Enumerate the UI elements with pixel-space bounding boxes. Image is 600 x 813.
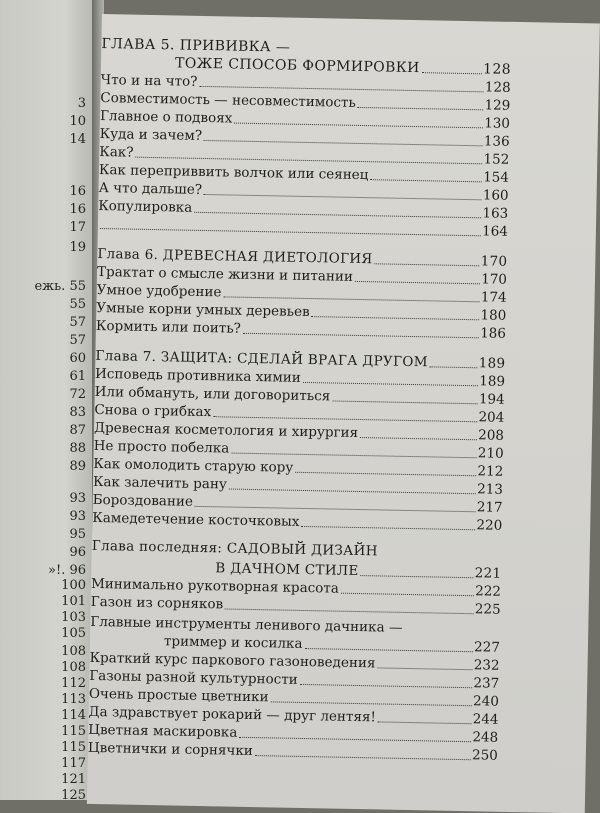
toc-entry: Газон из сорняков 225	[90, 593, 501, 618]
toc-entry: Умное удобрение 174	[96, 281, 507, 306]
toc-entry: Главное о подвоях 130	[99, 107, 511, 132]
chapter-7-title: Глава 7. ЗАЩИТА: СДЕЛАЙ ВРАГА ДРУГОМ 189	[95, 347, 506, 372]
toc-entry: Камедетечение косточковых 220	[92, 509, 503, 534]
left-page-entry: 93	[69, 491, 86, 506]
left-page-entry: 61	[69, 369, 86, 384]
toc-entry: Газоны разной культурности 237	[89, 667, 500, 692]
toc-entry: Как переприввить волчок или сеянец 154	[98, 161, 510, 186]
left-page-entry: 83	[69, 405, 86, 420]
toc-entry: Цветнички и сорнячки 250	[87, 739, 498, 764]
left-page-entry: 113	[61, 692, 86, 707]
chapter-5-title-line2: ТОЖЕ СПОСОБ ФОРМИРОВКИ 128	[174, 55, 512, 78]
chapter-6-title: Глава 6. ДРЕВЕСНАЯ ДИЕТОЛОГИЯ 170	[97, 245, 508, 270]
left-page-entry: 121	[61, 772, 86, 787]
toc-entry: Как? 152	[99, 143, 510, 168]
left-page-entry: 14	[69, 132, 86, 147]
toc-entry: Не просто побелка 210	[93, 437, 504, 462]
toc-entry: Трактат о смысле жизни и питании 170	[96, 263, 508, 288]
left-page-entry: 88	[69, 441, 86, 456]
toc-entry: А что дальше? 160	[98, 179, 509, 204]
table-of-contents	[87, 14, 520, 764]
left-page-entry: 93	[69, 509, 86, 524]
left-page-entry: 101	[61, 594, 86, 609]
left-page-entry: 10	[69, 114, 86, 129]
left-page-entry: 115	[61, 724, 86, 739]
left-page-entry: 112	[61, 676, 86, 691]
left-page-entry: 117	[61, 756, 86, 771]
left-page-entry: ежь. 55	[34, 279, 86, 294]
left-page-entry: 16	[69, 184, 86, 199]
toc-entry: Главные инструменты ленивого дачника —	[90, 613, 403, 636]
left-page-entry: 72	[69, 387, 86, 402]
toc-entry: 164	[98, 214, 508, 240]
left-page-entry: 55	[69, 297, 86, 312]
toc-entry: Совместимость — несовместимость 129	[100, 89, 511, 114]
toc-entry: Как залечить рану 213	[92, 473, 504, 498]
toc-entry: Очень простые цветники 240	[88, 685, 500, 710]
left-page-entry: 3	[77, 96, 86, 111]
left-page-entry: 108	[61, 644, 86, 659]
left-page-entry: 96	[69, 545, 86, 560]
left-page-entry: 108	[61, 660, 86, 675]
chapter-last-title-line1: Глава последняя: САДОВЫЙ ДИЗАЙН	[91, 537, 378, 560]
left-page-entry: 17	[69, 220, 86, 235]
toc-entry: Кормить или поить? 186	[95, 317, 507, 342]
toc-entry: Умные корни умных деревьев 180	[96, 299, 507, 324]
left-page-entry: 114	[61, 708, 86, 723]
right-page	[87, 14, 600, 813]
toc-entry: Минимально рукотворная красота 222	[90, 575, 502, 600]
toc-entry: Цветная маскировка 248	[88, 721, 499, 746]
left-page-entry: 16	[69, 202, 86, 217]
toc-entry: Или обмануть, или договориться 194	[94, 383, 505, 408]
left-page-entry: 87	[69, 423, 86, 438]
toc-entry: триммер и косилка 227	[163, 633, 501, 656]
toc-entry: Бороздование 217	[92, 491, 503, 516]
toc-entry: Что и на что? 128	[100, 71, 511, 96]
left-page-entry: 95	[69, 527, 86, 542]
chapter-last-title-line2: В ДАЧНОМ СТИЛЕ 221	[215, 560, 502, 582]
toc-entry: Краткий курс паркового газоноведения 232	[89, 649, 500, 674]
chapter-5-title-line1: ГЛАВА 5. ПРИВИВКА —	[101, 35, 291, 56]
toc-entry: Куда и зачем? 136	[99, 125, 510, 150]
toc-entry: Исповедь противника химии 189	[94, 365, 506, 390]
left-page-entry: 19	[69, 240, 86, 255]
toc-entry: Как омолодить старую кору 212	[93, 455, 504, 480]
left-page	[0, 0, 92, 800]
left-page-entry: 100	[61, 578, 86, 593]
left-page-entry: 115	[61, 740, 86, 755]
left-page-entry: 125	[61, 788, 86, 800]
left-page-entry: »!. 96	[48, 563, 86, 578]
toc-entry: Копулировка 163	[98, 197, 509, 222]
left-page-entry: 105	[61, 626, 86, 641]
left-page-entry: 89	[69, 459, 86, 474]
left-page-entry: 57	[69, 333, 86, 348]
left-page-entry: 103	[61, 610, 86, 625]
left-page-entry: 60	[69, 351, 86, 366]
toc-entry: Снова о грибках 204	[94, 401, 505, 426]
toc-entry: Древесная косметология и хирургия 208	[93, 419, 505, 444]
left-page-entry: 57	[69, 315, 86, 330]
toc-entry: Да здравствует рокарий — друг лентяя! 244	[88, 703, 499, 728]
